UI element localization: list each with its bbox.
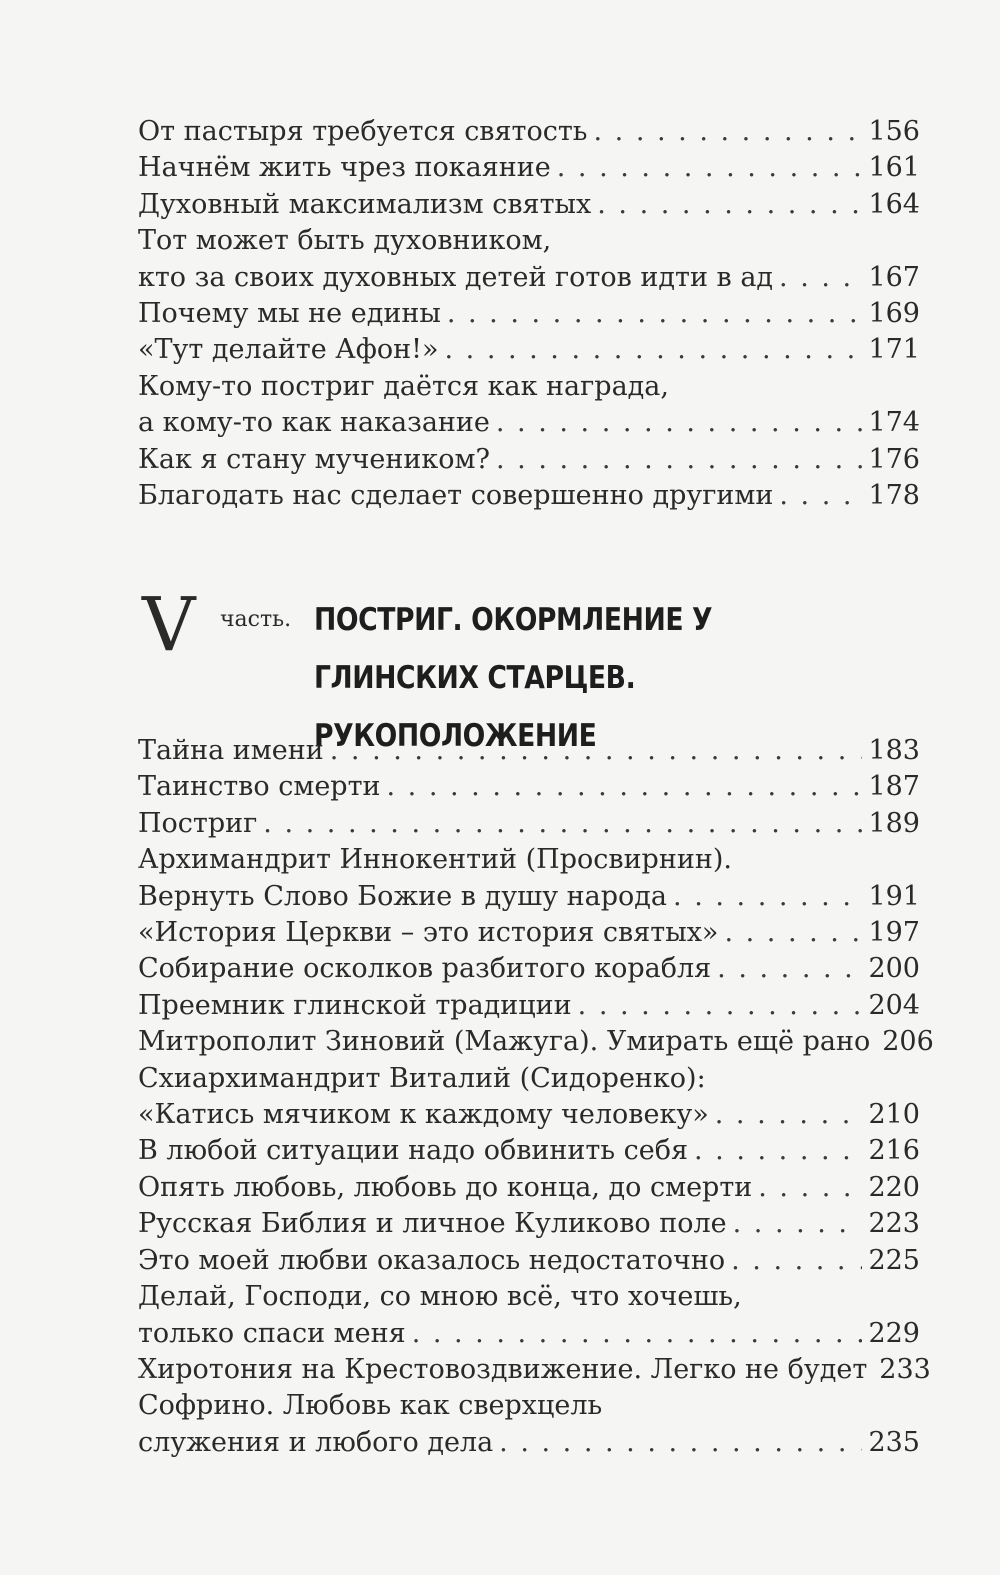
toc-entry-title-line: Архимандрит Иннокентий (Просвирнин). <box>138 844 732 876</box>
dot-leader <box>496 405 863 441</box>
toc-entry-row <box>138 879 920 915</box>
dot-leader <box>412 1316 863 1352</box>
toc-entry-row <box>138 806 920 842</box>
toc-entry-page-number: 183 <box>868 735 920 766</box>
dot-leader <box>444 332 862 368</box>
toc-entry <box>138 988 920 1024</box>
toc-entry-row <box>138 478 920 514</box>
toc-entry-row <box>138 114 920 150</box>
toc-entry-title: Опять любовь, любовь до конца, до смерти <box>138 1171 753 1203</box>
dot-leader <box>597 187 862 223</box>
toc-entry <box>138 1133 920 1169</box>
toc-entry-title: Собирание осколков разбитого корабля <box>138 953 712 985</box>
toc-entry-title: В любой ситуации надо обвинить себя <box>138 1135 689 1167</box>
toc-entry-row <box>138 332 920 368</box>
toc-entry-title-line: Делай, Господи, со мною всё, что хочешь, <box>138 1281 742 1313</box>
toc-entry <box>138 842 920 915</box>
toc-entry-page-number: 197 <box>868 917 920 949</box>
part-word: часть. <box>220 607 292 632</box>
toc-entry-row <box>138 951 920 987</box>
toc-entry <box>138 1206 920 1242</box>
toc-section-part-4 <box>138 114 920 514</box>
toc-entry-title-line: Кому-то постриг даётся как награда, <box>138 370 669 402</box>
dot-leader <box>263 806 862 842</box>
toc-entry-title: Русская Библия и личное Куликово поле <box>138 1208 727 1240</box>
toc-entry <box>138 1243 920 1279</box>
dot-leader <box>594 114 863 150</box>
toc-entry-row <box>138 442 920 478</box>
toc-entry-title: Вернуть Слово Божие в душу народа <box>138 880 668 912</box>
dot-leader <box>673 879 862 915</box>
toc-entry-row <box>138 769 920 805</box>
dot-leader <box>733 1206 863 1242</box>
toc-entry-row <box>138 1243 920 1279</box>
toc-entry-page-number: 164 <box>868 188 920 220</box>
toc-entry-row <box>138 260 920 296</box>
toc-entry-row <box>138 150 920 186</box>
toc-entry <box>138 187 920 223</box>
toc-entry-title: служения и любого дела <box>138 1426 494 1458</box>
toc-entry <box>138 1352 931 1388</box>
toc-entry-page-number: 225 <box>868 1244 920 1276</box>
toc-entry-page-number: 187 <box>868 771 920 803</box>
toc-entry <box>138 114 920 150</box>
dot-leader <box>724 915 862 951</box>
toc-entry-row <box>138 1425 920 1461</box>
dot-leader <box>578 988 863 1024</box>
toc-entry <box>138 806 920 842</box>
toc-entry-title: От пастыря требуется святость <box>138 116 588 147</box>
dot-leader <box>330 733 863 769</box>
toc-entry <box>138 951 920 987</box>
toc-entry-title-line: Софрино. Любовь как сверхцель <box>138 1390 603 1422</box>
toc-entry-page-number: 233 <box>879 1353 931 1385</box>
toc-entry-page-number: 220 <box>868 1171 920 1203</box>
toc-entry-row <box>138 1133 920 1169</box>
toc-entry <box>138 369 920 442</box>
toc-entry-page-number: 216 <box>868 1135 920 1167</box>
toc-entry-row <box>138 1170 920 1206</box>
toc-entry-title: Это моей любви оказалось недостаточно <box>138 1244 726 1276</box>
toc-entry-title: «Катись мячиком к каждому человеку» <box>138 1099 709 1131</box>
toc-entry-row <box>138 988 920 1024</box>
toc-entry-page-number: 174 <box>868 407 920 439</box>
toc-entry-page-number: 191 <box>868 880 920 912</box>
toc-entry-title: Таинство смерти <box>138 771 381 803</box>
toc-entry-title: Митрополит Зиновий (Мажуга). Умирать ещё рано <box>138 1026 871 1058</box>
toc-entry-page-number: 235 <box>868 1426 920 1458</box>
toc-entry-title: Тайна имени <box>138 735 324 766</box>
toc-entry-page-number: 189 <box>868 807 920 839</box>
toc-entry-title: а кому-то как наказание <box>138 407 490 439</box>
toc-entry-title: Преемник глинской традиции <box>138 989 572 1021</box>
toc-entry-row <box>138 1024 934 1060</box>
toc-entry-page-number: 171 <box>868 334 920 366</box>
toc-entry-title-line: Схиархимандрит Виталий (Сидоренко): <box>138 1062 706 1094</box>
toc-entry-page-number: 176 <box>868 443 920 475</box>
toc-entry <box>138 1388 920 1461</box>
toc-entry <box>138 442 920 478</box>
part-numeral: V <box>142 582 196 668</box>
toc-entry-page-number: 206 <box>882 1026 934 1058</box>
toc-entry-title: кто за своих духовных детей готов идти в ад <box>138 261 774 293</box>
toc-entry <box>138 223 920 296</box>
toc-entry-page-number: 156 <box>868 116 920 147</box>
toc-entry-row <box>138 405 920 441</box>
toc-entry-title: Благодать нас сделает совершенно другими <box>138 480 774 512</box>
toc-entry <box>138 296 920 332</box>
toc-entry-title: Почему мы не едины <box>138 298 441 330</box>
toc-entry <box>138 150 920 186</box>
dot-leader <box>557 150 863 186</box>
dot-leader <box>496 442 862 478</box>
toc-entry-page-number: 161 <box>868 152 920 184</box>
toc-entry-row <box>138 187 920 223</box>
toc-entry <box>138 1170 920 1206</box>
dot-leader <box>447 296 863 332</box>
toc-entry-title: Духовный максимализм святых <box>138 188 592 220</box>
toc-entry-title: Хиротония на Крестовоздвижение. Легко не будет <box>138 1353 868 1385</box>
dot-leader <box>694 1133 862 1169</box>
toc-entry-title: Как я стану мучеником? <box>138 443 491 475</box>
dot-leader <box>387 769 863 805</box>
toc-entry-page-number: 223 <box>868 1208 920 1240</box>
toc-entry-row <box>138 1352 931 1388</box>
toc-entry-row <box>138 733 920 769</box>
part-title-line-2: РУКОПОЛОЖЕНИЕ <box>314 718 597 754</box>
toc-entry-page-number: 200 <box>868 953 920 985</box>
toc-entry <box>138 1024 934 1060</box>
toc-entry <box>138 769 920 805</box>
toc-entry <box>138 332 920 368</box>
dot-leader <box>715 1097 863 1133</box>
toc-entry-row <box>138 915 920 951</box>
toc-section-part-5 <box>138 733 934 1461</box>
toc-entry-title: Постриг <box>138 807 258 839</box>
toc-entry-page-number: 204 <box>868 989 920 1021</box>
toc-entry-row <box>138 1316 920 1352</box>
toc-entry <box>138 478 920 514</box>
toc-entry-page-number: 229 <box>868 1317 920 1349</box>
dot-leader <box>717 951 862 987</box>
toc-entry <box>138 1061 920 1134</box>
dot-leader <box>779 478 862 514</box>
dot-leader <box>499 1425 862 1461</box>
toc-entry-row <box>138 296 920 332</box>
toc-entry-title: «Тут делайте Афон!» <box>138 334 439 366</box>
toc-entry-title: Начнём жить чрез покаяние <box>138 152 551 184</box>
toc-entry-page-number: 178 <box>868 480 920 512</box>
dot-leader <box>779 260 862 296</box>
dot-leader <box>758 1170 862 1206</box>
toc-entry-page-number: 169 <box>868 298 920 330</box>
toc-entry <box>138 733 920 769</box>
toc-entry-page-number: 210 <box>868 1099 920 1131</box>
toc-entry-row <box>138 1206 920 1242</box>
toc-entry-row <box>138 1097 920 1133</box>
toc-entry-page-number: 167 <box>868 261 920 293</box>
toc-entry <box>138 915 920 951</box>
toc-entry-title: «История Церкви – это история святых» <box>138 917 719 949</box>
dot-leader <box>731 1243 862 1279</box>
toc-entry-title-line: Тот может быть духовником, <box>138 225 552 257</box>
toc-entry-title: только спаси меня <box>138 1317 406 1349</box>
part-title-line-1: ПОСТРИГ. ОКОРМЛЕНИЕ У ГЛИНСКИХ СТАРЦЕВ. <box>314 602 713 696</box>
toc-entry <box>138 1279 920 1352</box>
